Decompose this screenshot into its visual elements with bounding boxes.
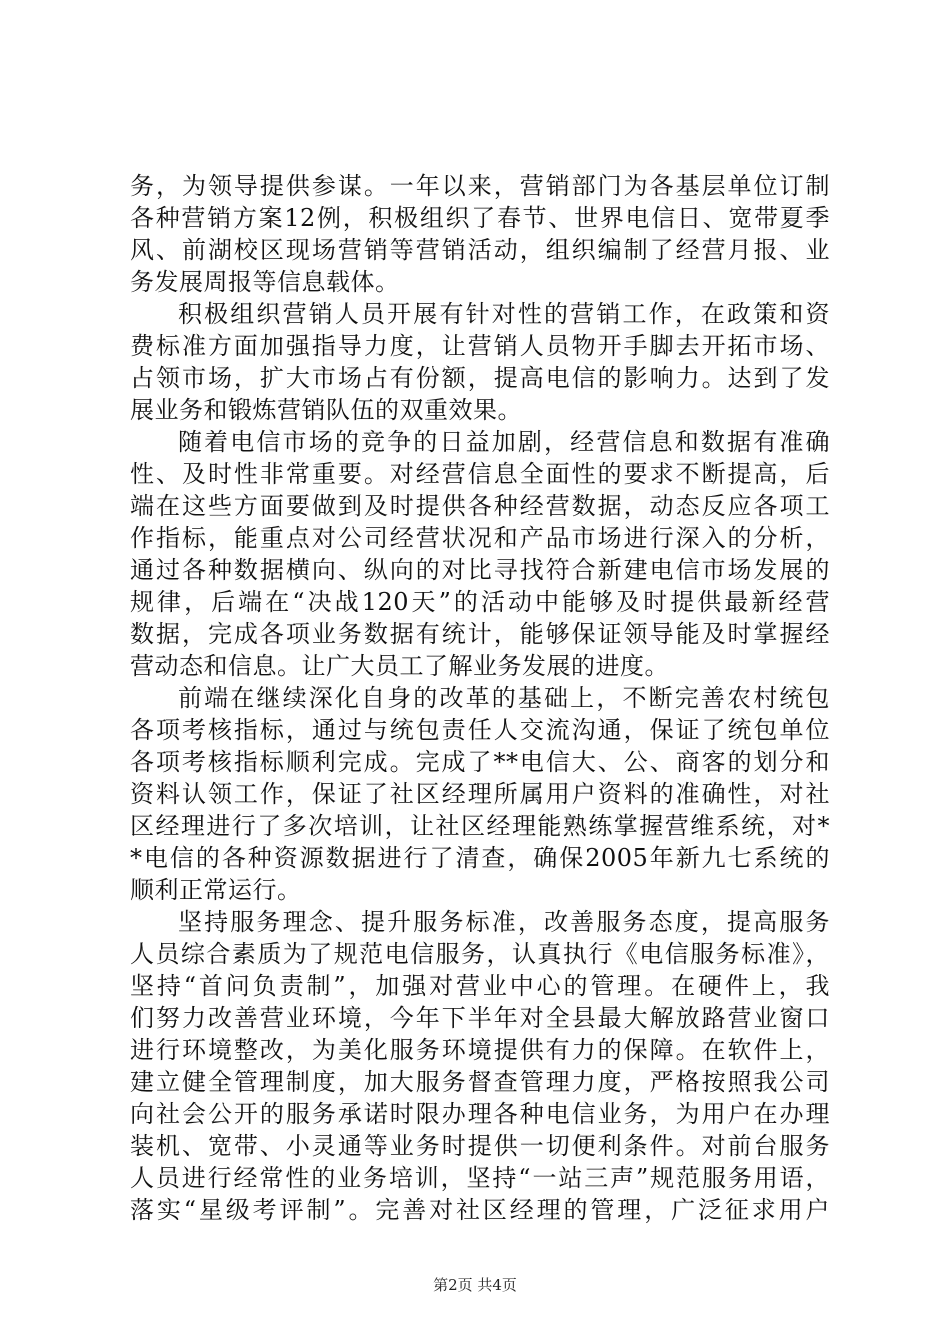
text-line: 各种营销方案12例，积极组织了春节、世界电信日、宽带夏季 [130, 204, 830, 232]
text-line: 向社会公开的服务承诺时限办理各种电信业务，为用户在办理 [130, 1100, 830, 1128]
text-line: *电信的各种资源数据进行了清查，确保2005年新九七系统的 [130, 844, 830, 872]
text-line: 营动态和信息。让广大员工了解业务发展的进度。 [130, 652, 669, 680]
text-line: 作指标，能重点对公司经营状况和产品市场进行深入的分析， [130, 524, 830, 552]
text-line: 端在这些方面要做到及时提供各种经营数据，动态反应各项工 [130, 492, 830, 520]
text-line: 占领市场，扩大市场占有份额，提高电信的影响力。达到了发 [130, 364, 830, 392]
text-line: 建立健全管理制度，加大服务督查管理力度，严格按照我公司 [130, 1068, 830, 1096]
text-line: 务，为领导提供参谋。一年以来，营销部门为各基层单位订制 [130, 172, 830, 200]
text-line: 前端在继续深化自身的改革的基础上，不断完善农村统包 [178, 684, 830, 712]
body-text [130, 170, 830, 1226]
text-line: 务发展周报等信息载体。 [130, 268, 400, 296]
text-line: 各项考核指标，通过与统包责任人交流沟通，保证了统包单位 [130, 716, 830, 744]
text-line: 随着电信市场的竞争的日益加剧，经营信息和数据有准确 [178, 428, 830, 456]
text-line: 通过各种数据横向、纵向的对比寻找符合新建电信市场发展的 [130, 556, 830, 584]
text-line: 装机、宽带、小灵通等业务时提供一切便利条件。对前台服务 [130, 1132, 830, 1160]
text-line: 各项考核指标顺利完成。完成了**电信大、公、商客的划分和 [130, 748, 830, 776]
text-line: 资料认领工作，保证了社区经理所属用户资料的准确性，对社 [130, 780, 830, 808]
text-line: 展业务和锻炼营销队伍的双重效果。 [130, 396, 522, 424]
text-line: 数据，完成各项业务数据有统计，能够保证领导能及时掌握经 [130, 620, 830, 648]
text-line: 坚持服务理念、提升服务标准，改善服务态度，提高服务 [178, 908, 830, 936]
text-line: 风、前湖校区现场营销等营销活动，组织编制了经营月报、业 [130, 236, 830, 264]
text-line: 积极组织营销人员开展有针对性的营销工作，在政策和资 [178, 300, 830, 328]
text-line: 性、及时性非常重要。对经营信息全面性的要求不断提高，后 [130, 460, 830, 488]
text-line: 顺利正常运行。 [130, 876, 302, 904]
text-line: 规律，后端在“决战120天”的活动中能够及时提供最新经营 [130, 588, 830, 616]
text-line: 坚持“首问负责制”，加强对营业中心的管理。在硬件上，我 [130, 972, 830, 1000]
text-line: 区经理进行了多次培训，让社区经理能熟练掌握营维系统，对* [130, 812, 830, 840]
page-footer: 第2页 共4页 [433, 1276, 517, 1294]
text-line: 落实“星级考评制”。完善对社区经理的管理，广泛征求用户 [130, 1196, 830, 1224]
text-line: 人员综合素质为了规范电信服务，认真执行《电信服务标准》， [130, 940, 830, 968]
text-line: 费标准方面加强指导力度，让营销人员物开手脚去开拓市场、 [130, 332, 830, 360]
text-line: 们努力改善营业环境，今年下半年对全县最大解放路营业窗口 [130, 1004, 830, 1032]
text-line: 进行环境整改，为美化服务环境提供有力的保障。在软件上， [130, 1036, 830, 1064]
text-line: 人员进行经常性的业务培训，坚持“一站三声”规范服务用语， [130, 1164, 830, 1192]
